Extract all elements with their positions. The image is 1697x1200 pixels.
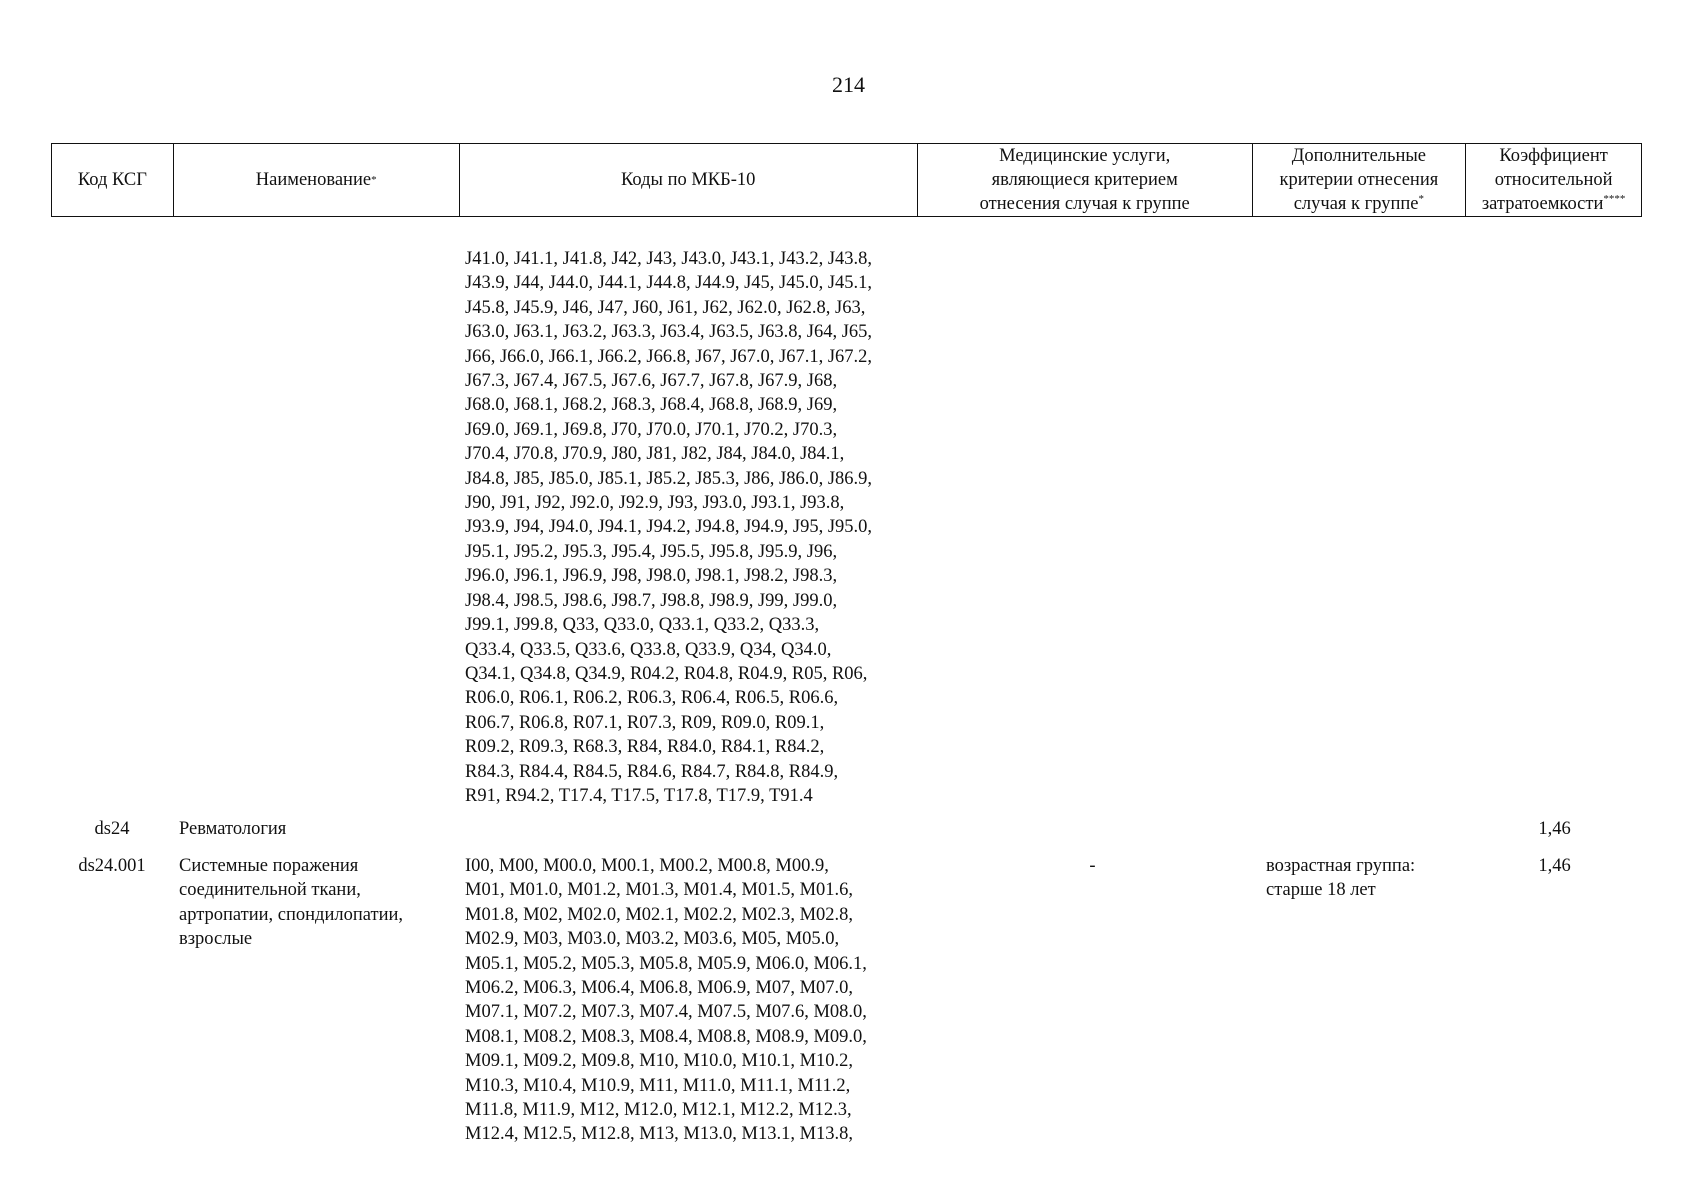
ksg-icd-codes: I00, M00, M00.0, M00.1, M00.2, M00.8, M00.9, M01, M01.0, M01.2, M01.3, M01.4, M01.5, M01.6, M01.8, M02, M02.0, M02.1, M02.2, M02.3, M02.8, M02.9, M03, M03.0, M03.2, M03.6, M05, M05.0, M05.1, M05.2, M05.3, M05.8, M05.9, M06.0, M06.1, M06.2, M06.3, M06.4, M06.8, M06.9, M07, M07.0, M07.1, M07.2, M07.3, M07.4, M07.5, M07.6, M08.0, M08.1, M08.2, M08.3, M08.4, M08.8, M08.9, M09.0, M09.1, M09.2, M09.8, M10, M10.0, M10.1, M10.2, M10.3, M10.4, M10.9, M11, M11.0, M11.1, M11.2, M11.8, M11.9, M12, M12.0, M12.1, M12.2, M12.3, M12.4, M12.5, M12.8, M13, M13.0, M13.1, M13.8,: [465, 856, 867, 1145]
header-ksg-code-label: Код КСГ: [77, 170, 147, 190]
header-additional-criteria-footnote-mark: *: [1418, 192, 1425, 205]
ksg-coefficient: 1,46: [1538, 856, 1571, 876]
header-name: Наименование *: [174, 144, 460, 216]
header-name-label: Наименование: [255, 170, 372, 190]
header-additional-criteria-line: Дополнительные: [1291, 146, 1427, 166]
header-icd-codes-label: Коды по МКБ-10: [620, 170, 756, 190]
header-medical-services-line: являющиеся критерием: [991, 170, 1178, 190]
header-medical-services-line: Медицинские услуги,: [999, 146, 1171, 166]
header-additional-criteria: [1253, 144, 1467, 216]
header-additional-criteria-line: критерии отнесения: [1279, 170, 1439, 190]
continuation-icd-codes: J41.0, J41.1, J41.8, J42, J43, J43.0, J43.1, J43.2, J43.8, J43.9, J44, J44.0, J44.1, J44.8, J44.9, J45, J45.0, J45.1, J45.8, J45.9, J46, J47, J60, J61, J62, J62.0, J62.8, J63, J63.0, J63.1, J63.2, J63.3, J63.4, J63.5, J63.8, J64, J65, J66, J66.0, J66.1, J66.2, J66.8, J67, J67.0, J67.1, J67.2, J67.3, J67.4, J67.5, J67.6, J67.7, J67.8, J67.9, J68, J68.0, J68.1, J68.2, J68.3, J68.4, J68.8, J68.9, J69, J69.0, J69.1, J69.8, J70, J70.0, J70.1, J70.2, J70.3, J70.4, J70.8, J70.9, J80, J81, J82, J84, J84.0, J84.1, J84.8, J85, J85.0, J85.1, J85.2, J85.3, J86, J86.0, J86.9, J90, J91, J92, J92.0, J92.9, J93, J93.0, J93.1, J93.8, J93.9, J94, J94.0, J94.1, J94.2, J94.8, J94.9, J95, J95.0, J95.1, J95.2, J95.3, J95.4, J95.5, J95.8, J95.9, J96, J96.0, J96.1, J96.9, J98, J98.0, J98.1, J98.2, J98.3, J98.4, J98.5, J98.6, J98.7, J98.8, J98.9, J99, J99.0, J99.1, J99.8, Q33, Q33.0, Q33.1, Q33.2, Q33.3, Q33.4, Q33.5, Q33.6, Q33.8, Q33.9, Q34, Q34.0, Q34.1, Q34.8, Q34.9, R04.2, R04.8, R04.9, R05, R06, R06.0, R06.1, R06.2, R06.3, R06.4, R06.5, R06.6, R06.7, R06.8, R07.1, R07.3, R09, R09.0, R09.1, R09.2, R09.3, R68.3, R84, R84.0, R84.1, R84.2, R84.3, R84.4, R84.5, R84.6, R84.7, R84.8, R84.9, R91, R94.2, T17.4, T17.5, T17.8, T17.9, T91.4: [465, 249, 873, 806]
header-medical-services: [918, 144, 1253, 216]
header-coefficient-footnote-mark: ****: [1603, 192, 1626, 205]
table-header: [51, 143, 1642, 217]
header-coefficient: [1466, 144, 1641, 216]
header-coefficient-line: относительной: [1494, 170, 1613, 190]
header-medical-services-line: отнесения случая к группе: [979, 194, 1190, 214]
header-coefficient-line: затратоемкости: [1481, 194, 1604, 214]
ksg-additional-criteria: возрастная группа: старше 18 лет: [1266, 856, 1416, 901]
header-coefficient-line: Коэффициент: [1499, 146, 1608, 166]
page-number: 214: [832, 72, 865, 97]
profile-ksg-code: ds24: [94, 819, 130, 839]
ksg-name: Системные поражения соединительной ткани, артропатии, спондилопатии, взрослые: [179, 856, 403, 950]
profile-coefficient: 1,46: [1538, 819, 1571, 839]
ksg-code: ds24.001: [78, 856, 146, 876]
header-icd-codes: [460, 144, 918, 216]
profile-name: Ревматология: [179, 819, 287, 839]
header-ksg-code: [52, 144, 174, 216]
ksg-medical-services: -: [1089, 856, 1096, 876]
header-additional-criteria-line: случая к группе: [1293, 194, 1419, 214]
